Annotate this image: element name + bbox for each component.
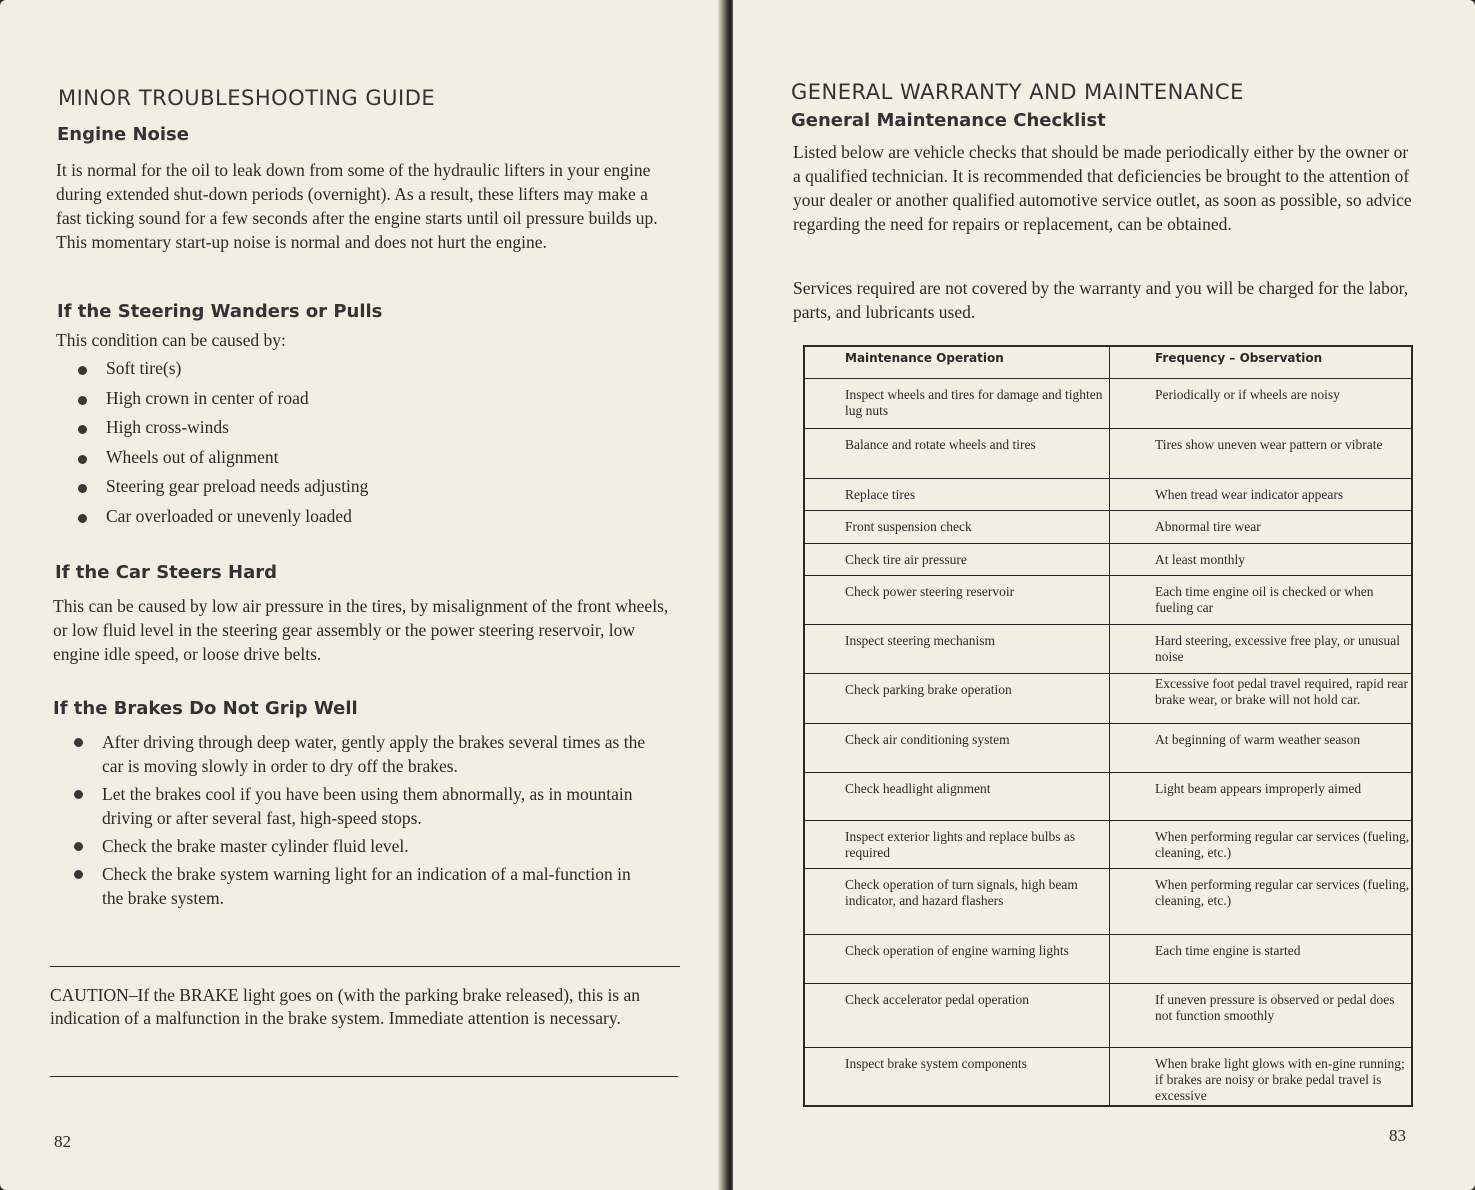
- frequency-cell: If uneven pressure is observed or pedal does not function smoothly: [1110, 984, 1413, 1048]
- frequency-cell: When performing regular car services (fueling, cleaning, etc.): [1110, 869, 1413, 935]
- table-row: [804, 724, 1412, 773]
- page-title: MINOR TROUBLESHOOTING GUIDE: [58, 86, 436, 110]
- frequency-cell: Excessive foot pedal travel required, rapid rear brake wear, or brake will not hold car.: [1110, 674, 1413, 724]
- operation-cell: Balance and rotate wheels and tires: [804, 429, 1110, 479]
- divider: [50, 966, 680, 967]
- steers-hard-text: This can be caused by low air pressure in the tires, by misalignment of the front wheels, or low fluid level in the steering gear assembly or the power steering reservoir, low engine idle speed, or loose drive belts.: [53, 596, 669, 664]
- list-item: Soft tire(s): [78, 358, 638, 388]
- section-heading-steers-hard: If the Car Steers Hard: [55, 562, 278, 583]
- operation-cell: Replace tires: [804, 479, 1110, 511]
- list-item: Steering gear preload needs adjusting: [78, 476, 638, 506]
- frequency-cell: At beginning of warm weather season: [1110, 724, 1413, 773]
- section-heading-engine-noise: Engine Noise: [57, 124, 189, 145]
- operation-cell: Inspect wheels and tires for damage and tighten lug nuts: [804, 379, 1110, 429]
- list-item: Wheels out of alignment: [78, 447, 638, 477]
- left-page: [0, 0, 725, 1190]
- frequency-cell: When tread wear indicator appears: [1110, 479, 1413, 511]
- operation-cell: Inspect brake system components: [804, 1048, 1110, 1107]
- column-header-operation: Maintenance Operation: [804, 346, 1110, 379]
- frequency-cell: At least monthly: [1110, 544, 1413, 576]
- frequency-cell: Periodically or if wheels are noisy: [1110, 379, 1413, 429]
- steering-wanders-causes-list: [78, 358, 638, 536]
- operation-cell: Front suspension check: [804, 511, 1110, 544]
- frequency-cell: When performing regular car services (fueling, cleaning, etc.): [1110, 821, 1413, 869]
- list-item: Car overloaded or unevenly loaded: [78, 506, 638, 536]
- frequency-cell: Each time engine oil is checked or when fueling car: [1110, 576, 1413, 625]
- table-row: [804, 625, 1412, 674]
- operation-cell: Check tire air pressure: [804, 544, 1110, 576]
- page-title: GENERAL WARRANTY AND MAINTENANCE: [791, 80, 1244, 104]
- services-note: Services required are not covered by the warranty and you will be charged for the labor, parts, and lubricants used.: [793, 278, 1409, 322]
- list-item: After driving through deep water, gently apply the brakes several times as the car is moving slowly in order to dry off the brakes.: [74, 730, 654, 778]
- list-item: Check the brake system warning light for an indication of a mal-function in the brake system.: [74, 862, 654, 910]
- list-item: Let the brakes cool if you have been using them abnormally, as in mountain driving or after several fast, high-speed stops.: [74, 782, 654, 830]
- table-row: [804, 984, 1412, 1048]
- table-row: [804, 821, 1412, 869]
- table-row: [804, 544, 1412, 576]
- table-row: [804, 511, 1412, 544]
- frequency-cell: Hard steering, excessive free play, or unusual noise: [1110, 625, 1413, 674]
- operation-cell: Check headlight alignment: [804, 773, 1110, 821]
- list-item: Check the brake master cylinder fluid level.: [74, 834, 654, 858]
- frequency-cell: When brake light glows with en-gine running; if brakes are noisy or brake pedal travel is excessive: [1110, 1048, 1413, 1107]
- list-item: High crown in center of road: [78, 388, 638, 418]
- frequency-cell: Abnormal tire wear: [1110, 511, 1413, 544]
- right-page: [733, 0, 1475, 1190]
- table-row: [804, 576, 1412, 625]
- operation-cell: Inspect exterior lights and replace bulbs as required: [804, 821, 1110, 869]
- operation-cell: Check parking brake operation: [804, 674, 1110, 724]
- checklist-intro: Listed below are vehicle checks that should be made periodically either by the owner or a qualified technician. It is recommended that deficiencies be brought to the attention of your dealer or another qualified automotive service outlet, as soon as possible, so advice regarding the need for repairs or replacement, can be obtained.: [793, 142, 1412, 234]
- page-number: 82: [54, 1132, 71, 1151]
- table-row: [804, 479, 1412, 511]
- table-row: [804, 429, 1412, 479]
- operation-cell: Check operation of engine warning lights: [804, 935, 1110, 984]
- table-row: [804, 773, 1412, 821]
- table-row: [804, 674, 1412, 724]
- table-row: [804, 379, 1412, 429]
- brakes-tips-list: [74, 730, 654, 910]
- divider: [50, 1076, 678, 1077]
- steering-wanders-intro: This condition can be caused by:: [56, 330, 286, 350]
- operation-cell: Check accelerator pedal operation: [804, 984, 1110, 1048]
- frequency-cell: Tires show uneven wear pattern or vibrate: [1110, 429, 1413, 479]
- table-header-row: [804, 346, 1412, 379]
- caution-note: CAUTION–If the BRAKE light goes on (with the parking brake released), this is an indication of a malfunction in the brake system. Immediate attention is necessary.: [50, 985, 641, 1028]
- frequency-cell: Each time engine is started: [1110, 935, 1413, 984]
- section-subtitle: General Maintenance Checklist: [791, 110, 1106, 131]
- section-heading-steering-wanders: If the Steering Wanders or Pulls: [57, 301, 383, 322]
- page-number: 83: [1389, 1126, 1406, 1145]
- operation-cell: Inspect steering mechanism: [804, 625, 1110, 674]
- operation-cell: Check power steering reservoir: [804, 576, 1110, 625]
- maintenance-table: [803, 345, 1413, 1107]
- table-row: [804, 1048, 1412, 1107]
- operation-cell: Check operation of turn signals, high beam indicator, and hazard flashers: [804, 869, 1110, 935]
- table-row: [804, 935, 1412, 984]
- list-item: High cross-winds: [78, 417, 638, 447]
- frequency-cell: Light beam appears improperly aimed: [1110, 773, 1413, 821]
- engine-noise-text: It is normal for the oil to leak down from some of the hydraulic lifters in your engine during extended shut-down periods (overnight). As a result, these lifters may make a fast ticking sound for a few seconds after the engine starts until oil pressure builds up. This momentary start-up noise is normal and does not hurt the engine.: [56, 160, 658, 252]
- table-row: [804, 869, 1412, 935]
- section-heading-brakes: If the Brakes Do Not Grip Well: [53, 698, 358, 719]
- column-header-frequency: Frequency – Observation: [1110, 346, 1413, 379]
- operation-cell: Check air conditioning system: [804, 724, 1110, 773]
